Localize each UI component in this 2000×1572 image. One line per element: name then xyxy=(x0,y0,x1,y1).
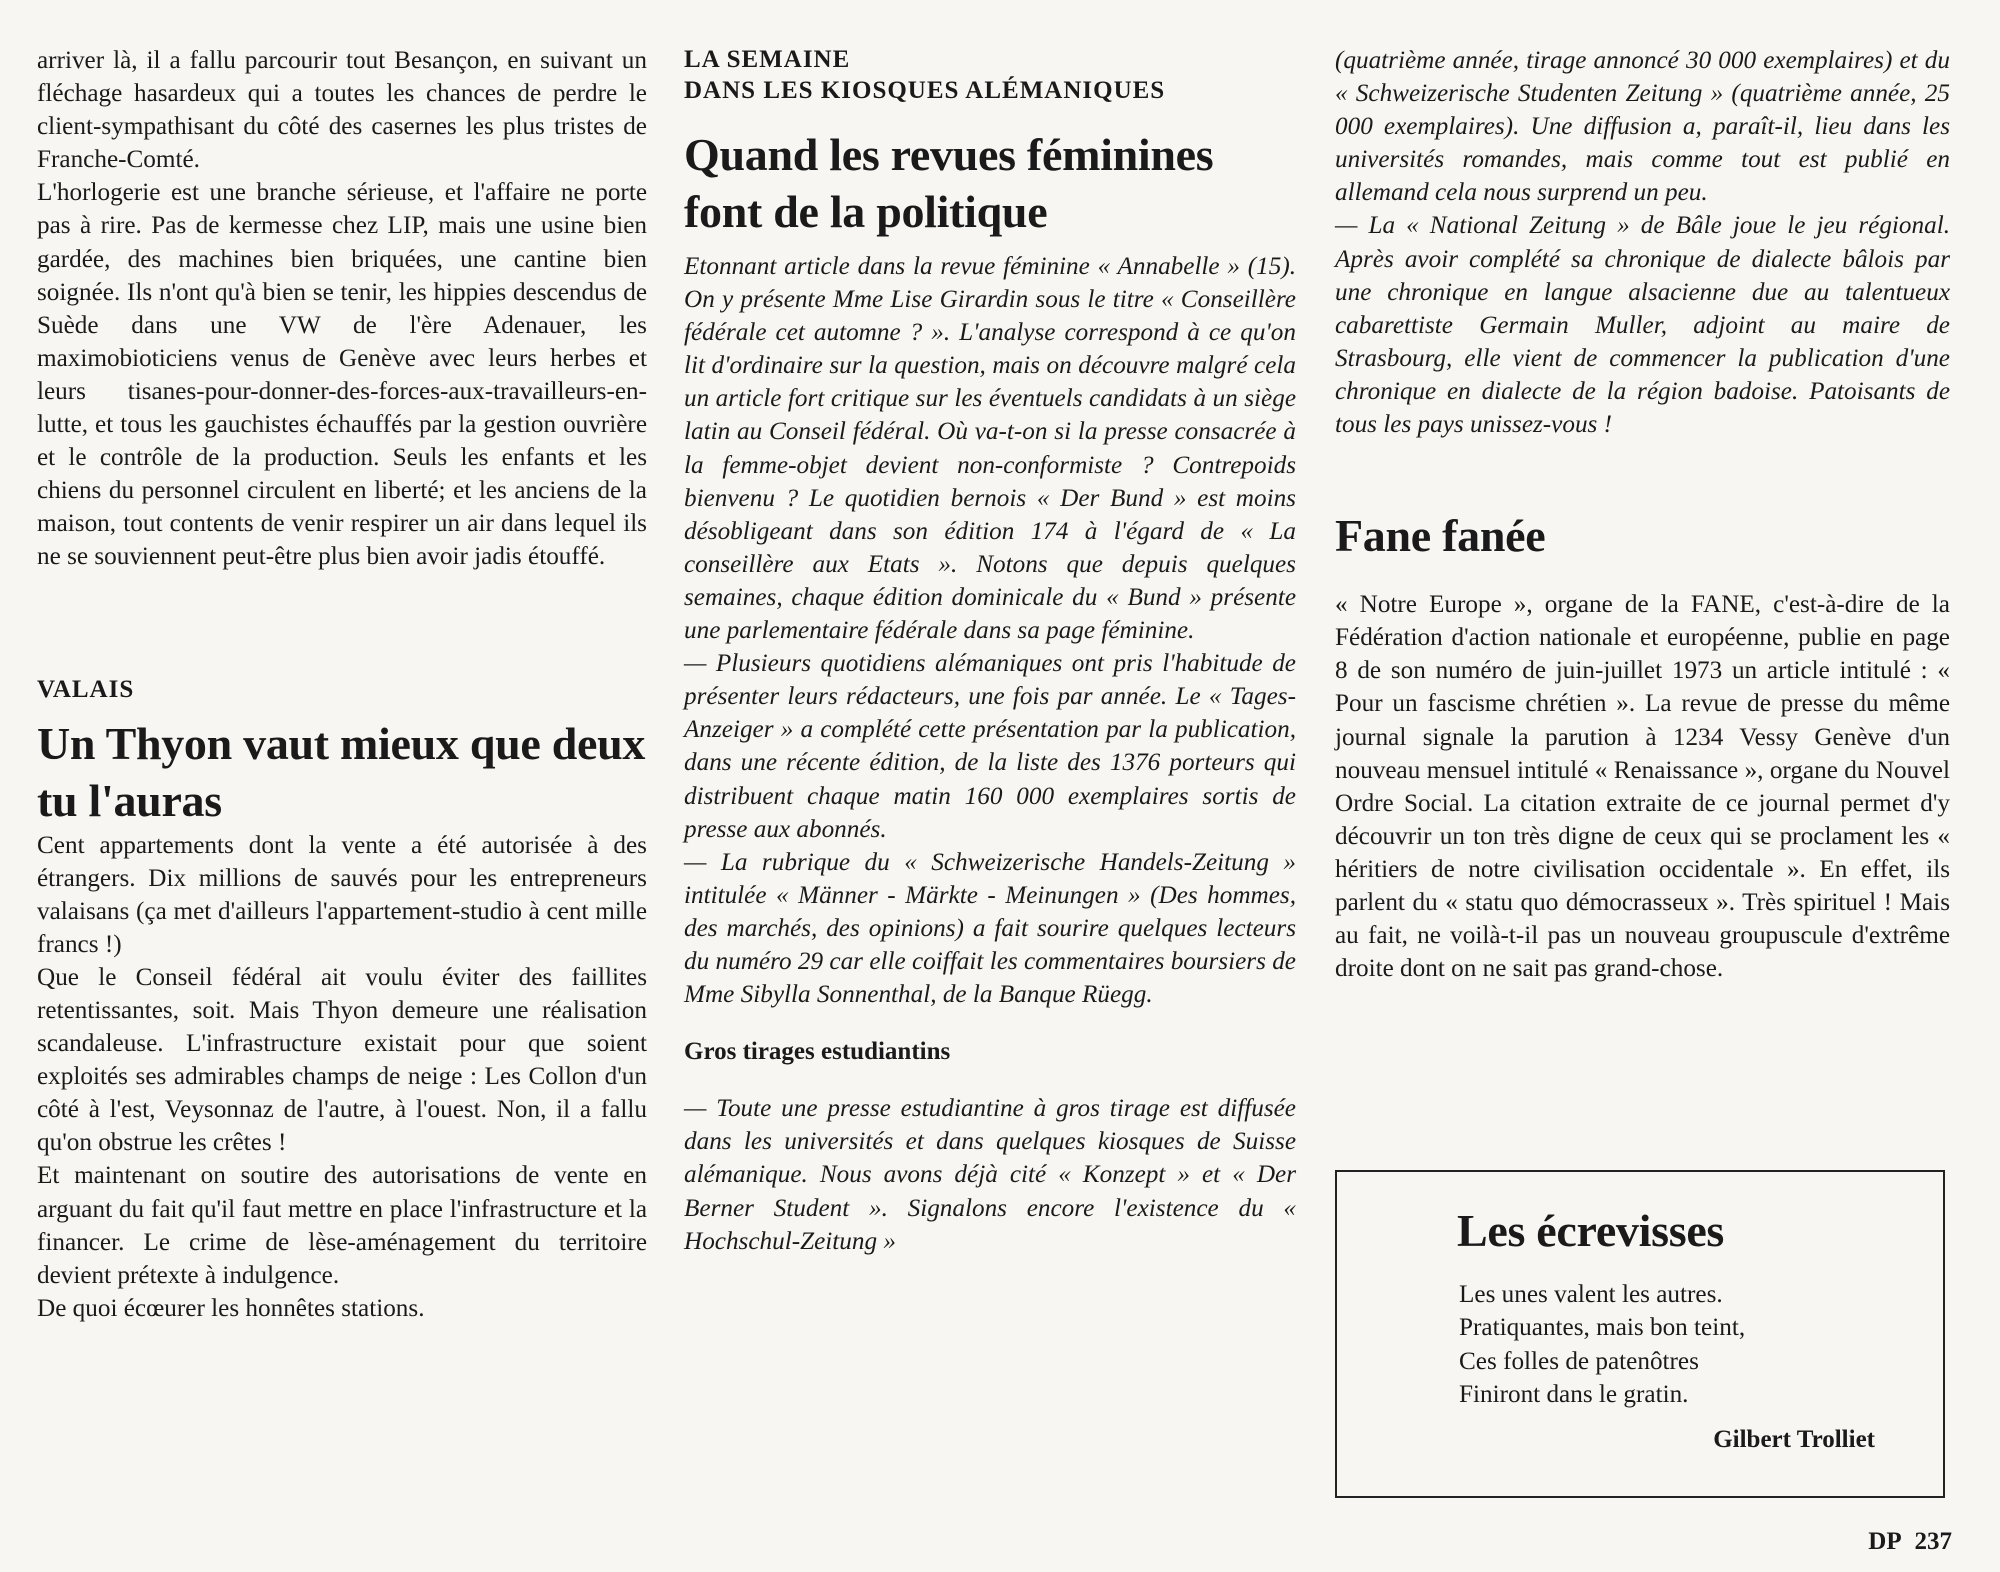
paragraph-national-zeitung: — La « National Zeitung » de Bâle joue le jeu régional. Après avoir complété sa chronique de dialecte bâlois par une chronique en langue alsacienne due au talentueux cabarettiste Germain Muller, adjoint au maire de Strasbourg, elle vient de commencer la publication d'une chronique en dialecte de la région badoise. Patoisants de tous les pays unissez-vous ! xyxy=(1335,212,1950,439)
column-right xyxy=(1335,44,1950,985)
paragraph-handelszeitung: — La rubrique du « Schweizerische Handels-Zeitung » intitulée « Männer - Märkte - Meinungen » (Des hommes, des marchés, des opinions) a fait sourire quelques lecteurs du numéro 29 car elle coiffait les commentaires boursiers de Mme Sibylla Sonnenthal, de la Banque Rüegg. xyxy=(684,848,1296,1009)
headline-thyon: Un Thyon vaut mieux que deux tu l'auras xyxy=(37,717,646,826)
poem-title: Les écrevisses xyxy=(1457,1205,1725,1256)
section-kicker-line1: LA SEMAINE xyxy=(684,46,851,73)
poem-line: Les unes valent les autres. xyxy=(1459,1281,1723,1308)
poem-line: Pratiquantes, mais bon teint, xyxy=(1459,1314,1746,1342)
headline-revues-feminines: Quand les revues féminines font de la politique xyxy=(684,129,1214,237)
column-left xyxy=(37,44,647,1325)
section-kicker-line2: DANS LES KIOSQUES ALÉMANIQUES xyxy=(684,77,1166,104)
page-folio: DP 237 xyxy=(1868,1528,1952,1555)
paragraph-tages-anzeiger: — Plusieurs quotidiens alémaniques ont pris l'habitude de présenter leurs rédacteurs, une fois par année. Le « Tages-Anzeiger » a complété cette présentation par la publication, dans une récente édition, de la liste des 1376 porteurs qui distribuent chaque matin 160 000 exemplaires sortis de presse aux abonnés. xyxy=(684,650,1296,843)
poem-verses xyxy=(1459,1278,1745,1411)
column-middle xyxy=(684,44,1296,1258)
subhead-gros-tirages: Gros tirages estudiantins xyxy=(684,1038,951,1066)
paragraph-presse-estudiantine: — Toute une presse estudiantine à gros tirage est diffusée dans les universités et dans quelques kiosques de Suisse alémanique. Nous avons déjà cité « Konzept » et « Der Berner Student ». Signalons encore l'existence du « Hochschul-Zeitung » xyxy=(684,1095,1296,1255)
paragraph-lip-intro: arriver là, il a fallu parcourir tout Besançon, en suivant un fléchage hasardeux qui a toutes les chances de perdre le client-sympathisant du côté des casernes les plus tristes de Franche-Comté. xyxy=(37,47,647,174)
paragraph-notre-europe: « Notre Europe », organe de la FANE, c'est-à-dire de la Fédération d'action nationale et européenne, publie en page 8 de son numéro de juin-juillet 1973 un article intitulé : « Pour un fascisme chrétien ». La revue de presse du même journal signale la parution à 1234 Vessy Genève d'un nouveau mensuel intitulé « Renaissance », organe du Nouvel Ordre Social. La citation extraite de ce journal permet d'y découvrir un ton très digne de ceux qui se proclament les « héritiers de notre civilisation occidentale ». En effet, ils parlent du « statu quo démocrasseux ». Très spirituel ! Mais au fait, ne voilà-t-il pas un nouveau groupuscule d'extrême droite dont on ne sait pas grand-chose. xyxy=(1335,591,1950,983)
paragraph-studenten-zeitung: (quatrième année, tirage annoncé 30 000 exemplaires) et du « Schweizerische Studenten Zeitung » (quatrième année, 25 000 exemplaires). Une diffusion a, paraît-il, lieu dans les universités romandes, mais comme tout est publié en allemand cela nous surprend un peu. xyxy=(1335,47,1950,207)
paragraph-annabelle: Etonnant article dans la revue féminine « Annabelle » (15). On y présente Mme Lise Girardin sous le titre « Conseillère fédérale cet automne ? ». L'analyse correspond à ce qu'on lit d'ordinaire sur la question, mais on découvre malgré cela un article fort critique sur les éventuels candidats à un siège latin au Conseil fédéral. Où va-t-on si la presse consacrée à la femme-objet devient non-conformiste ? Contrepoids bienvenu ? Le quotidien bernois « Der Bund » est moins désobligeant dans son édition 174 à l'égard de « La conseillère aux Etats ». Notons que depuis quelques semaines, chaque édition dominicale du « Bund » présente une parlementaire fédérale dans sa page féminine. xyxy=(684,253,1296,645)
headline-fane-fanee: Fane fanée xyxy=(1335,510,1546,562)
paragraph-lip-horlogerie: L'horlogerie est une branche sérieuse, et l'affaire ne porte pas à rire. Pas de kermesse chez LIP, mais une usine bien gardée, des machines bien briquées, une cantine bien soignée. Ils n'ont qu'à bien se tenir, les hippies descendus de Suède dans une VW de l'ère Adenauer, les maximobioticiens venus de Genève avec leurs herbes et leurs tisanes-pour-donner-des-forces-aux-travailleurs-en-lutte, et tous les gauchistes échauffés par la gestion ouvrière et le contrôle de la production. Seuls les enfants et les chiens du personnel circulent en liberté; et les anciens de la maison, tout contents de venir respirer un air dans lequel ils ne se souviennent peut-être plus bien avoir jadis étouffé. xyxy=(37,179,647,571)
paragraph-thyon-2: Que le Conseil fédéral ait voulu éviter des faillites retentissantes, soit. Mais Thyon demeure une réalisation scandaleuse. L'infrastructure existait pour que soient exploités ses admirables champs de neige : Les Collon d'un côté à l'est, Veysonnaz de l'autre, à l'ouest. Non, il a fallu qu'on obstrue les crêtes ! xyxy=(37,963,647,1157)
poem-line: Ces folles de patenôtres xyxy=(1459,1347,1699,1375)
paragraph-thyon-3: Et maintenant on soutire des autorisations de vente en arguant du fait qu'il faut mettre en place l'infrastructure et la financer. Le crime de lèse-aménagement du territoire devient prétexte à indulgence. xyxy=(37,1162,647,1289)
poem-line: Finiront dans le gratin. xyxy=(1459,1380,1689,1408)
paragraph-thyon-1: Cent appartements dont la vente a été autorisée à des étrangers. Dix millions de sauvés pour les entrepreneurs valaisans (ça met d'ailleurs l'appartement-studio à cent mille francs !) xyxy=(37,831,647,958)
paragraph-thyon-4: De quoi écœurer les honnêtes stations. xyxy=(37,1294,425,1322)
poem-box xyxy=(1335,1170,1945,1498)
poem-signature: Gilbert Trolliet xyxy=(1713,1426,1875,1453)
section-kicker-valais: VALAIS xyxy=(37,675,135,703)
